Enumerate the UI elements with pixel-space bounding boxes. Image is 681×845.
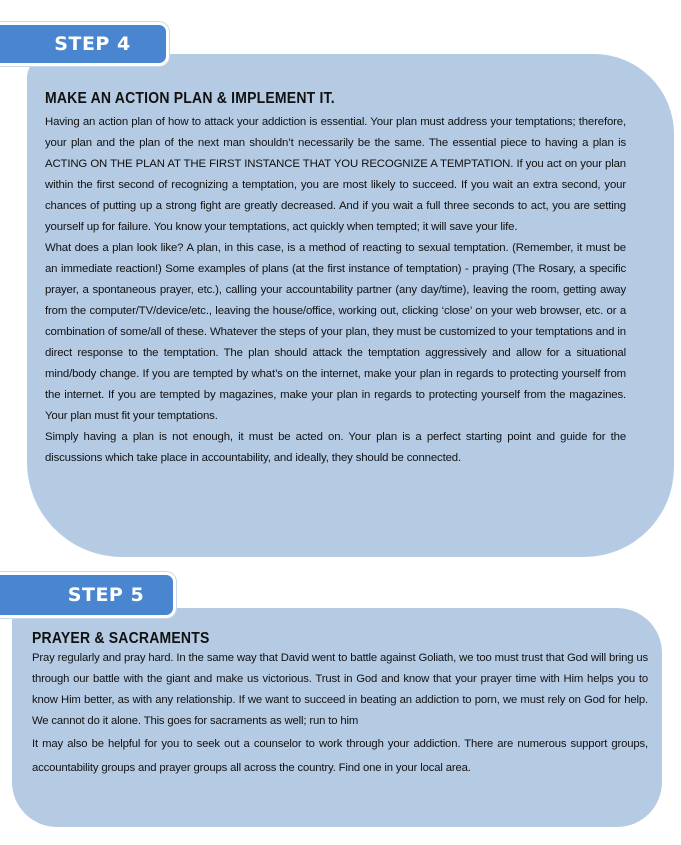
step-4-body (45, 112, 626, 469)
step-4-paragraph: What does a plan look like? A plan, in this case, is a method of reacting to sexual temptation. (Remember, it must be an immediate reaction!) Some examples of plans (at the first instance of temptation) - praying (The Rosary, a specific prayer, a spontaneous prayer, etc.), calling your accountability partner (any day/time), leaving the room, getting away from the computer/TV/device/etc., leaving the house/office, working out, clicking ‘close’ on your web browser, etc. or a combination of some/all of these. Whatever the steps of your plan, they must be customized to your temptations and in direct response to the temptation. The plan should attack the temptation aggressively and allow for a situational mind/body change. If you are tempted by what’s on the internet, make your plan in regards to protecting yourself from the internet. If you are tempted by magazines, make your plan in regards to protecting yourself from the magazines. Your plan must fit your temptations. (45, 242, 626, 422)
step-4-tab (0, 22, 169, 66)
step-4-heading: MAKE AN ACTION PLAN & IMPLEMENT IT. (45, 88, 335, 107)
step-5-panel (12, 608, 662, 827)
step-4-paragraph: Simply having a plan is not enough, it must be acted on. Your plan is a perfect starting point and guide for the discussions which take place in accountability, and ideally, they should be connected. (45, 431, 626, 464)
step-5-heading: PRAYER & SACRAMENTS (32, 628, 210, 647)
step-5-paragraph: Pray regularly and pray hard. In the same way that David went to battle against Goliath, we too must trust that God will bring us through our battle with the giant and make us victorious. Trust in God and know that your prayer time with Him helps you to know Him better, as with any relationship. If we want to succeed in beating an addiction to porn, we must rely on God for help. We cannot do it alone. This goes for sacraments as well; run to him (32, 652, 648, 727)
step-5-body (32, 648, 648, 780)
step-4-panel (27, 54, 674, 557)
step-4-label: STEP 4 (54, 33, 131, 55)
step-5-label: STEP 5 (67, 584, 145, 606)
step-5-paragraph: It may also be helpful for you to seek out a counselor to work through your addiction. There are numerous support groups, accountability groups and prayer groups all across the country. Find one in your local area. (32, 738, 648, 774)
step-5-tab (0, 572, 176, 618)
step-4-paragraph: Having an action plan of how to attack your addiction is essential. Your plan must address your temptations; therefore, your plan and the plan of the next man shouldn’t necessarily be the same. The essential piece to having a plan is ACTING ON THE PLAN AT THE FIRST INSTANCE THAT YOU RECOGNIZE A TEMPTATION. If you act on your plan within the first second of recognizing a temptation, you are most likely to succeed. If you wait an extra second, your chances of putting up a strong fight are greatly decreased. And if you wait a full three seconds to act, you are setting yourself up for failure. You know your temptations, act quickly when tempted; it will save your life. (45, 116, 626, 233)
